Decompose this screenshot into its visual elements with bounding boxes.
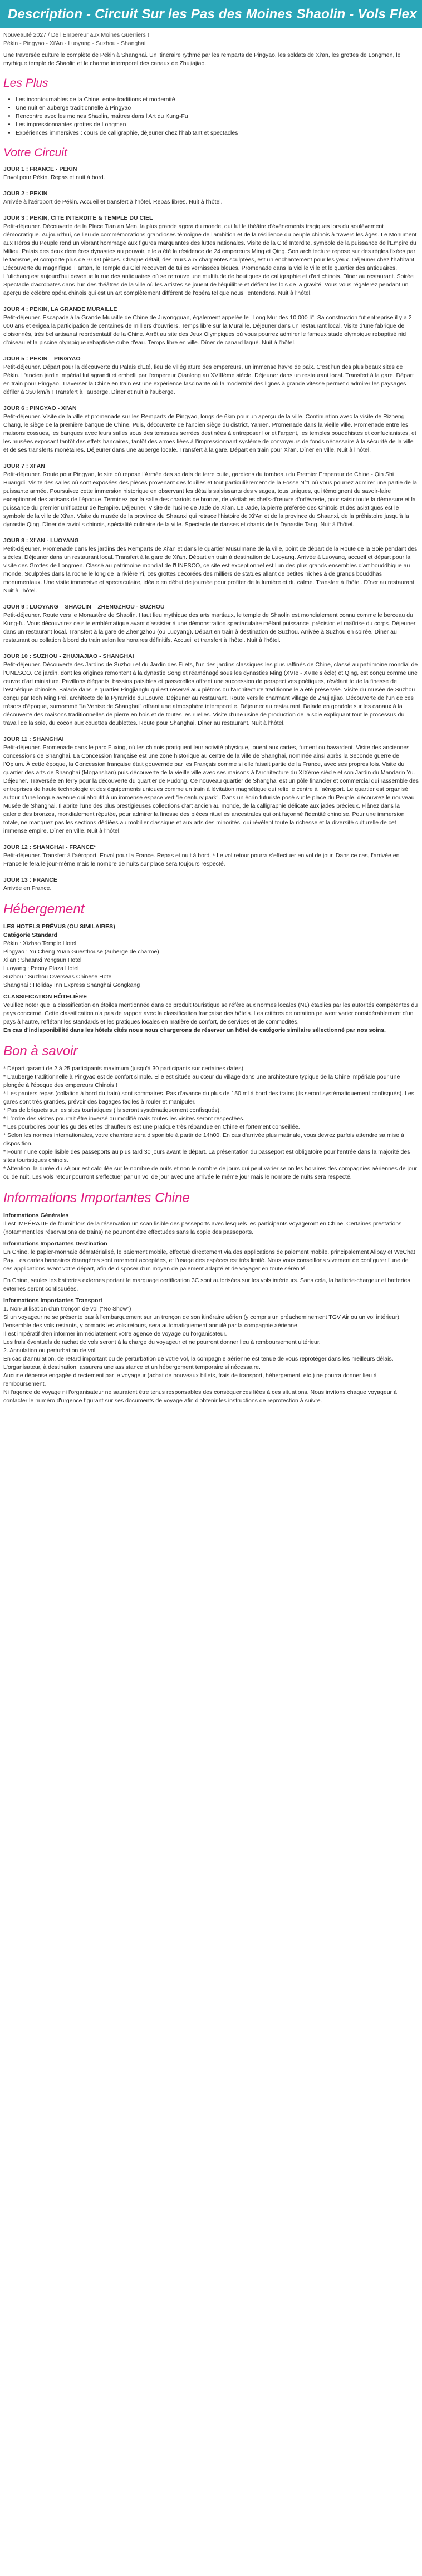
day-block [3,462,419,529]
day-title: JOUR 8 : XI'AN - LUOYANG [3,537,79,544]
general-info-text: Il est IMPÉRATIF de fournir lors de la réservation un scan lisible des passeports avec lesquels les participants voyageront en Chine. Certaines prestations (notamment les réservations de trains) ne pourront être effectuées sans la copie des passeports. [3,1220,402,1235]
destination-info-heading: Informations Importantes Destination [3,1240,107,1247]
note-item: * Les pourboires pour les guides et les chauffeurs est une pratique très répandue en Chine et fortement conseillée. [3,1124,300,1130]
note-item: * L'auberge traditionnelle à Pingyao est de confort simple. Elle est située au cœur du village dans une architecture typique de la Chine impériale pour une plongée à l'époque des empereurs Chinois ! [3,1074,400,1089]
day-text: Petit-déjeuner. Promenade dans les jardins des Remparts de Xi'an et dans le quartier Musulmane de la ville, point de départ de la Route de la Soie pendant des siècles. Déjeuner dans un restaurant local. Transfert à la gare de Xi'an. Départ en train à destination de Luoyang. Arrivée à Luoyang, accueil et départ pour la visite des Grottes de Longmen. Classé au patrimoine mondial de l'UNESCO, ce site est exceptionnel est l'un des plus grands ensembles d'art bouddhique au monde. Sculptées dans la roche le long de la rivière Yi, ces grottes décorées des milliers de statues allant de petites niches à de grands bouddhas monumentaux. Une visite immersive et spectaculaire, idéale en début de journée pour profiter de la lumière et du calme. Transfert à l'hôtel. Dîner au restaurant. Nuit à l'hôtel. [3,546,418,594]
day-text: Petit-déjeuner. Découverte de la Place Tian an Men, la plus grande agora du monde, qui fut le théâtre d'événements tragiques lors du soulèvement démocratique. Aujourd'hui, ce lieu de commémorations grandioses témoigne de l'ambition et de la résilience du peuple chinois à travers les âges. Le Monument aux Héros du Peuple rend un vibrant hommage aux figures marquantes des luttes nationales. Visite de la Cité Interdite, symbole de la puissance de l'Empire du Milieu. Palais des deux dernières dynasties au pouvoir, elle a été la résidence de 24 empereurs Ming et Qing. Son architecture repose sur des règles fixées par le taoïsme, et comporte plus de 9 000 pièces. Chaque détail, des murs aux charpentes sculptées, est un enchantement pour les yeux. Déjeuner chez l'habitant. Découverte du magnifique Tiantan, le Temple du Ciel recouvert de tuiles vernissées bleues. Promenade dans la vieille ville et le quartier des antiquaires. L'ulichang est aujourd'hui devenue la rue des antiquaires où se retrouve une multitude de boutiques de calligraphie et d'art chinois. Dîner au restaurant. Soirée Spectacle d'acrobates dans l'un des théâtres de la ville où les artistes se jouent de l'équilibre et défient les lois de la gravité. Vous vous régalerez pendant un aperçu de célèbre opéra chinois qui est un art complètement différent de l'opéra tel que nous l'entendons. Nuit à l'hôtel. [3,223,417,296]
day-block [3,305,419,347]
hotel-item: Suzhou : Suzhou Overseas Chinese Hotel [3,973,113,980]
list-item: • Rencontre avec les moines Shaolin, maîtres dans l'Art du Kung-Fu [16,112,419,121]
day-text: Petit-déjeuner. Départ pour la découverte du Palais d'Eté, lieu de villégiature des empereurs, un immense havre de paix. C'est l'un des plus beaux sites de Pékin. L'ancien jardin impérial fut agrandi et embelli par l'empereur Qianlong au XVIIIème siècle. Déjeuner dans un restaurant local. Transfert à la gare. Départ en train pour Pingyao. Traverser la Chine en train est une expérience fascinante où la modernité des lignes à grande vitesse permet d'admirer les paysages défiler à 350 km/h ! Transfert à l'auberge. Dîner et nuit à l'auberge. [3,364,414,395]
transport-line: Il est impératif d'en informer immédiatement votre agence de voyage ou l'organisateur. [3,1331,227,1337]
note-item: * Fournir une copie lisible des passeports au plus tard 30 jours avant le départ. La présentation du passeport est obligatoire pour l'entrée dans la majorité des sites touristiques chinois. [3,1149,410,1164]
day-title: JOUR 6 : PINGYAO - XI'AN [3,405,77,412]
day-block [3,735,419,835]
transport-line: Si un voyageur ne se présente pas à l'embarquement sur un tronçon de son itinéraire aérien (y compris un préacheminement TGV Air ou un vol intérieur), l'ensemble des vols restants, y compris les vols retours, sera automatiquement annulé par la compagnie aérienne. [3,1314,401,1329]
note-item: * L'ordre des visites pourrait être inversé ou modifié mais toutes les visites seront respectées. [3,1115,245,1122]
note-item: * Attention, la durée du séjour est calculée sur le nombre de nuits et non le nombre de jours qui peut varier selon les horaires des compagnies aériennes de jour ou de nuit. Les vols retour pourront s'effectuer par un vol de jour avec une arrivée le même jour mais le nombre de nuits sera respecté. [3,1165,418,1180]
day-block [3,190,419,206]
day-title: JOUR 11 : SHANGHAI [3,736,64,743]
hotel-item: Xi'an : Shaanxi Yongsun Hotel [3,957,82,963]
hotel-item: Luoyang : Peony Plaza Hotel [3,965,79,972]
day-title: JOUR 3 : PEKIN, CITE INTERDITE & TEMPLE DU CIEL [3,215,153,221]
hebergement-heading: Hébergement [3,902,85,917]
day-title: JOUR 1 : FRANCE - PEKIN [3,166,77,172]
savoir-list [3,1065,419,1181]
page-title: Description - Circuit Sur les Pas des Moines Shaolin - Vols Flex [8,6,417,22]
intro-line-1: Nouveauté 2027 / De l'Empereur aux Moines Guerriers ! [3,32,149,38]
destination-info-text: En Chine, le papier-monnaie dématérialisé, le paiement mobile, effectué directement via des applications de paiement mobile, principalement Alipay et WeChat Pay. Les cartes bancaires étrangères sont rarement acceptées, et l'usage des espèces est très limité. Nous vous conseillons vivement de configurer l'une de ces applications avant votre départ, afin de disposer d'un moyen de paiement adapté et de voyager en toute sérénité. [3,1249,415,1272]
infos-heading: Informations Importantes Chine [3,1190,190,1205]
note-item: * Les paniers repas (collation à bord du train) sont sommaires. Pas d'avance du plus de 150 ml à bord des trains (ils seront systématiquement confisqués). Les gares sont très grandes, prévoir des bagages faciles à rouler et manipuler. [3,1090,414,1105]
day-title: JOUR 13 : FRANCE [3,877,57,883]
transport-line: En cas d'annulation, de retard important ou de perturbation de votre vol, la compagnie aérienne est tenue de vous reprotéger dans les meilleurs délais. [3,1356,394,1362]
plus-heading: Les Plus [3,77,48,90]
transport-info-heading: Informations Importantes Transport [3,1297,102,1304]
day-block [3,537,419,595]
note-item: * Départ garanti de 2 à 25 participants maximum (jusqu'à 30 participants sur certaines dates). [3,1065,245,1072]
transport-line: Les frais éventuels de rachat de vols seront à la charge du voyageur et ne pourront donner lieu à remboursement ultérieur. [3,1339,321,1346]
list-item: • Expériences immersives : cours de calligraphie, déjeuner chez l'habitant et spectacles [16,129,419,137]
day-block [3,652,419,728]
note-item: * Pas de briquets sur les sites touristiques (ils seront systématiquement confisqués). [3,1107,222,1114]
day-text: Petit-déjeuner. Promenade dans le parc Fuxing, où les chinois pratiquent leur activité physique, jouent aux cartes, fument ou bavardent. Visite des anciennes concessions de Shanghai. La Concession française est une zone historique au centre de la ville de Shanghai, nommée ainsi après la Seconde guerre de l'Opium. À cette époque, la Concession française était gouvernée par les Français comme si elle faisait partie de la France, avec ses propres lois. Visite du quartier des arts de Shanghai (Moganshan) puis découverte de la vieille ville avec ses maisons à l'architecture du XIXème siècle et son Jardin du Mandarin Yu. Déjeuner. Traversée en ferry pour la découverte du quartier de Pudong. Ce nouveau quartier de Shanghai est un pôle financier et commercial qui rassemble des entreprises de haute technologie et des équipements uniques comme un train à lévitation magnétique qui relie le centre à l'aéroport. Le quartier est organisé autour d'une longue avenue qui aboutit à un immense espace vert "le century park". Dans un écrin futuriste posé sur le place du Peuple, découvrez le nouveau Musée de Shanghai. Il abrite l'une des plus prestigieuses collections d'art ancien au monde, de la calligraphie délicate aux jades précieux. Flânez dans la galerie des bronzes, mondialement réputée, pour admirer la finesse des pièces rituelles ancestrales qui ont façonné l'identité chinoise. Pour une immersion totale, ne manquez pas les sections dédiées au mobilier classique et aux arts des minorités, qui révèlent toute la richesse et la diversité culturelle de cet immense empire. Dîner en ville. Nuit à l'hôtel. [3,744,419,834]
title-banner [0,0,422,28]
day-block [3,355,419,397]
day-title: JOUR 5 : PEKIN – PINGYAO [3,355,81,362]
intro-line-2: Pékin - Pingyao - Xi'An - Luoyang - Suzhou - Shanghai [3,40,146,47]
day-block [3,603,419,645]
transport-line: Ni l'agence de voyage ni l'organisateur ne sauraient être tenus responsables des conséquences liées à ces situations. Nous invitons chaque voyageur à contacter le numéro d'urgence figurant sur ses documents de voyage afin d'obtenir les instructions de reprotection à suivre. [3,1389,397,1404]
hotels-heading: LES HOTELS PRÉVUS (OU SIMILAIRES) [3,923,115,930]
day-text: Envol pour Pékin. Repas et nuit à bord. [3,174,105,181]
day-block [3,214,419,298]
day-block [3,876,419,893]
note-item: * Selon les normes internationales, votre chambre sera disponible à partir de 14h00. En cas d'arrivée plus matinale, vous devrez parfois attendre sa mise à disposition. [3,1132,404,1147]
circuit-heading: Votre Circuit [3,146,67,159]
destination-info-text: En Chine, seules les batteries externes portant le marquage certification 3C sont autorisées sur les vols intérieurs. Sans cela, la batterie-chargeur et batteries externes seront confisquées. [3,1277,410,1292]
transport-line: 2. Annulation ou perturbation de vol [3,1347,96,1354]
classification-note: En cas d'indisponibilité dans les hôtels cités nous nous chargerons de réserver un hôtel de catégorie similaire sélectionné par nos soins. [3,1027,386,1034]
list-item: • Une nuit en auberge traditionnelle à Pingyao [16,104,419,112]
hotel-item: Shanghai : Holiday Inn Express Shanghai Gongkang [3,982,140,988]
day-title: JOUR 2 : PEKIN [3,190,48,197]
classification-heading: CLASSIFICATION HÔTELIÈRE [3,993,87,1000]
list-item: • Les impressionnantes grottes de Longmen [16,121,419,129]
classification-text: Veuillez noter que la classification en étoiles mentionnée dans ce produit touristique se réfère aux normes locales (NL) établies par les autorités compétentes du pays concerné. Cette classification n'a pas de rapport avec la classification française des hôtels. Les critères de notation peuvent varier considérablement d'un pays à l'autre, reflétant les standards et les pratiques locales en matière de confort, de services et de commodités. [3,1002,418,1025]
transport-line: L'organisateur, à destination, assurera une assistance et un hébergement temporaire si nécessaire. [3,1364,261,1371]
plus-list [3,96,419,137]
day-text: Petit-déjeuner. Transfert à l'aéroport. Envol pour la France. Repas et nuit à bord. * Le vol retour pourra s'effectuer en vol de jour. Dans ce cas, l'arrivée en France le fera le jour-même mais le nombre de nuits sur place sera toujours respecté. [3,852,400,867]
day-text: Petit-déjeuner. Escapade à la Grande Muraille de Chine de Juyongguan, également appelée le "Long Mur des 10 000 li". Sa construction fut entreprise il y a 2 000 ans et exigea la participation de centaines de milliers d'ouvriers. Temps libre sur la Muraille. Déjeuner dans un restaurant local. Visite d'une fabrique de cloisonnés, très bel artisanat représentatif de la Chine. Arrêt au site des Jeux Olympiques où vous pourrez admirer le fameux stade olympique rebaptisé nid d'oiseau et la piscine olympique rebaptisée cube d'eau. Temps libre en ville. Dîner de canard laqué. Nuit à l'hôtel. [3,314,412,346]
day-text: Petit-déjeuner. Découverte des Jardins de Suzhou et du Jardin des Filets, l'un des jardins classiques les plus raffinés de Chine, classé au patrimoine mondial de l'UNESCO. Ce jardin, dont les origines remontent à la dynastie Song et réaménagé sous les dynasties Ming (XVIe - XVIIe siècle) et Qing, est conçu comme une œuvre d'art miniature. Pavillons élégants, bassins paisibles et passerelles offrent une succession de perspectives poétiques, révélant toute la finesse de l'esthétique chinoise. Balade dans le quartier Pingjianglu qui est réservé aux piétons ou l'architecture traditionnelle a été préservée. Visite du musée de Suzhou conçu par Ieoh Ming Pei, architecte de la Pyramide du Louvre. Déjeuner au restaurant. Route vers le charmant village de Zhujiajiao. Découverte de l'un de ces trésors d'époque, surnommé "la Venise de Shanghai" offrant une atmosphère intemporelle. Déjeuner au restaurant. Balade en gondole sur les canaux à la découverte des maisons traditionnelles de pierre en bois et de toutes les ruelles. Visite d'une usine de production de la soie expliquant tout le processus du travail de la soie, du cocon aux couettes doublettes. Route pour Shanghai. Dîner au restaurant. Nuit à l'hôtel. [3,661,418,726]
day-block [3,843,419,868]
day-title: JOUR 10 : SUZHOU - ZHUJIAJIAO - SHANGHAI [3,653,134,660]
list-item: • Les incontournables de la Chine, entre traditions et modernité [16,96,419,104]
hotel-category: Catégorie Standard [3,932,57,938]
hotel-item: Pékin : Xizhao Temple Hotel [3,940,77,947]
general-info-heading: Informations Générales [3,1212,69,1219]
day-title: JOUR 7 : XI'AN [3,463,45,469]
transport-line: 1. Non-utilisation d'un tronçon de vol ("No Show") [3,1306,131,1312]
day-block [3,165,419,182]
day-text: Arrivée à l'aéroport de Pékin. Accueil et transfert à l'hôtel. Repas libres. Nuit à l'hôtel. [3,199,223,205]
day-block [3,404,419,454]
day-text: Petit-déjeuner. Route pour Pingyan, le site où repose l'Armée des soldats de terre cuite, gardiens du tombeau du Premier Empereur de Chine - Qin Shi Huangdi. Visite des salles où sont exposées des pièces provenant des fouilles et tout particulièrement de la Fosse N°1 où vous pourrez admirer une partie de la puissante armée. Poursuivez cette immersion historique en observant les détails saisissants des visages, tous uniques, qui témoignent du savoir-faire exceptionnel des artisans de l'époque. Terminez par la salle des chariots de bronze, de véritables chefs-d'œuvre d'orfèvrerie, pour saisir toute la démesure et la puissance du premier unificateur de l'Empire. Déjeuner. Visite de l'usine de Jade de Xi'an. Le Jade, la pierre préférée des Chinois et des asiatiques est le symbole de la ville de Xi'an. Visite du musée de la province du Shaanxi qui retrace l'histoire de Xi'An et de la province du Shaanxi, de la préhistoire jusqu'à la dynastie Qing. Dîner de raviolis chinois, spécialité culinaire de la ville. Spectacle de danses et chants de la Dynastie Tang. Nuit à l'hôtel. [3,471,417,528]
savoir-heading: Bon à savoir [3,1044,78,1059]
transport-line: Aucune dépense engagée directement par le voyageur (achat de nouveaux billets, frais de transport, hébergement, etc.) ne pourra donner lieu à remboursement. [3,1372,377,1387]
hotel-item: Pingyao : Yu Cheng Yuan Guesthouse (auberge de charme) [3,948,159,955]
intro-paragraph: Une traversée culturelle complète de Pékin à Shanghai. Un itinéraire rythmé par les remparts de Pingyao, les soldats de Xi'an, les grottes de Longmen, le mythique temple de Shaolin et le charme intemporel des canaux de Zhujiajiao. [3,52,401,67]
day-text: Petit-déjeuner. Route vers le Monastère de Shaolin. Haut lieu mythique des arts martiaux, le temple de Shaolin est mondialement connu comme le berceau du Kung-fu. Vous découvrirez ce site emblématique avant d'assister à une démonstration spectaculaire mêlant puissance, précision et maîtrise du corps. Déjeuner dans un restaurant local. Transfert à la gare de Zhengzhou (ou Luoyang). Départ en train à destination de Suzhou. Arrivée à Suzhou en soirée. Dîner au restaurant ou collation à bord du train selon les horaires définitifs. Accueil et transfert à l'hôtel. Nuit à l'hôtel. [3,612,416,644]
day-title: JOUR 12 : SHANGHAI - FRANCE* [3,844,96,851]
day-title: JOUR 9 : LUOYANG – SHAOLIN – ZHENGZHOU - SUZHOU [3,604,165,610]
day-title: JOUR 4 : PEKIN, LA GRANDE MURAILLE [3,306,117,313]
day-text: Petit-déjeuner. Visite de la ville et promenade sur les Remparts de Pingyao, longs de 6km pour un aperçu de la ville. Continuation avec la visite de Rizheng Chang, le siège de la première banque de Chine. Puis, découverte de l'ancien siège du district, Yamen. Promenade dans la vieille ville. Promenade entre les maisons cossues, les banques avec leurs salles sous des terrasses serrées destinées à entreposer l'or et l'argent, les temples bouddhistes et confucianistes, et les musées exposant tantôt des effets bancaires, tantôt des armes liées à l'impressionnant système de convoyeurs de fonds nécessaire à la sécurité de la ville et de ses transferts monétaires. Déjeuner dans une auberge locale. Transfert à la gare. Départ en train pour Xi'an. Dîner en ville. Nuit à l'hôtel. [3,413,416,453]
day-text: Arrivée en France. [3,885,52,892]
